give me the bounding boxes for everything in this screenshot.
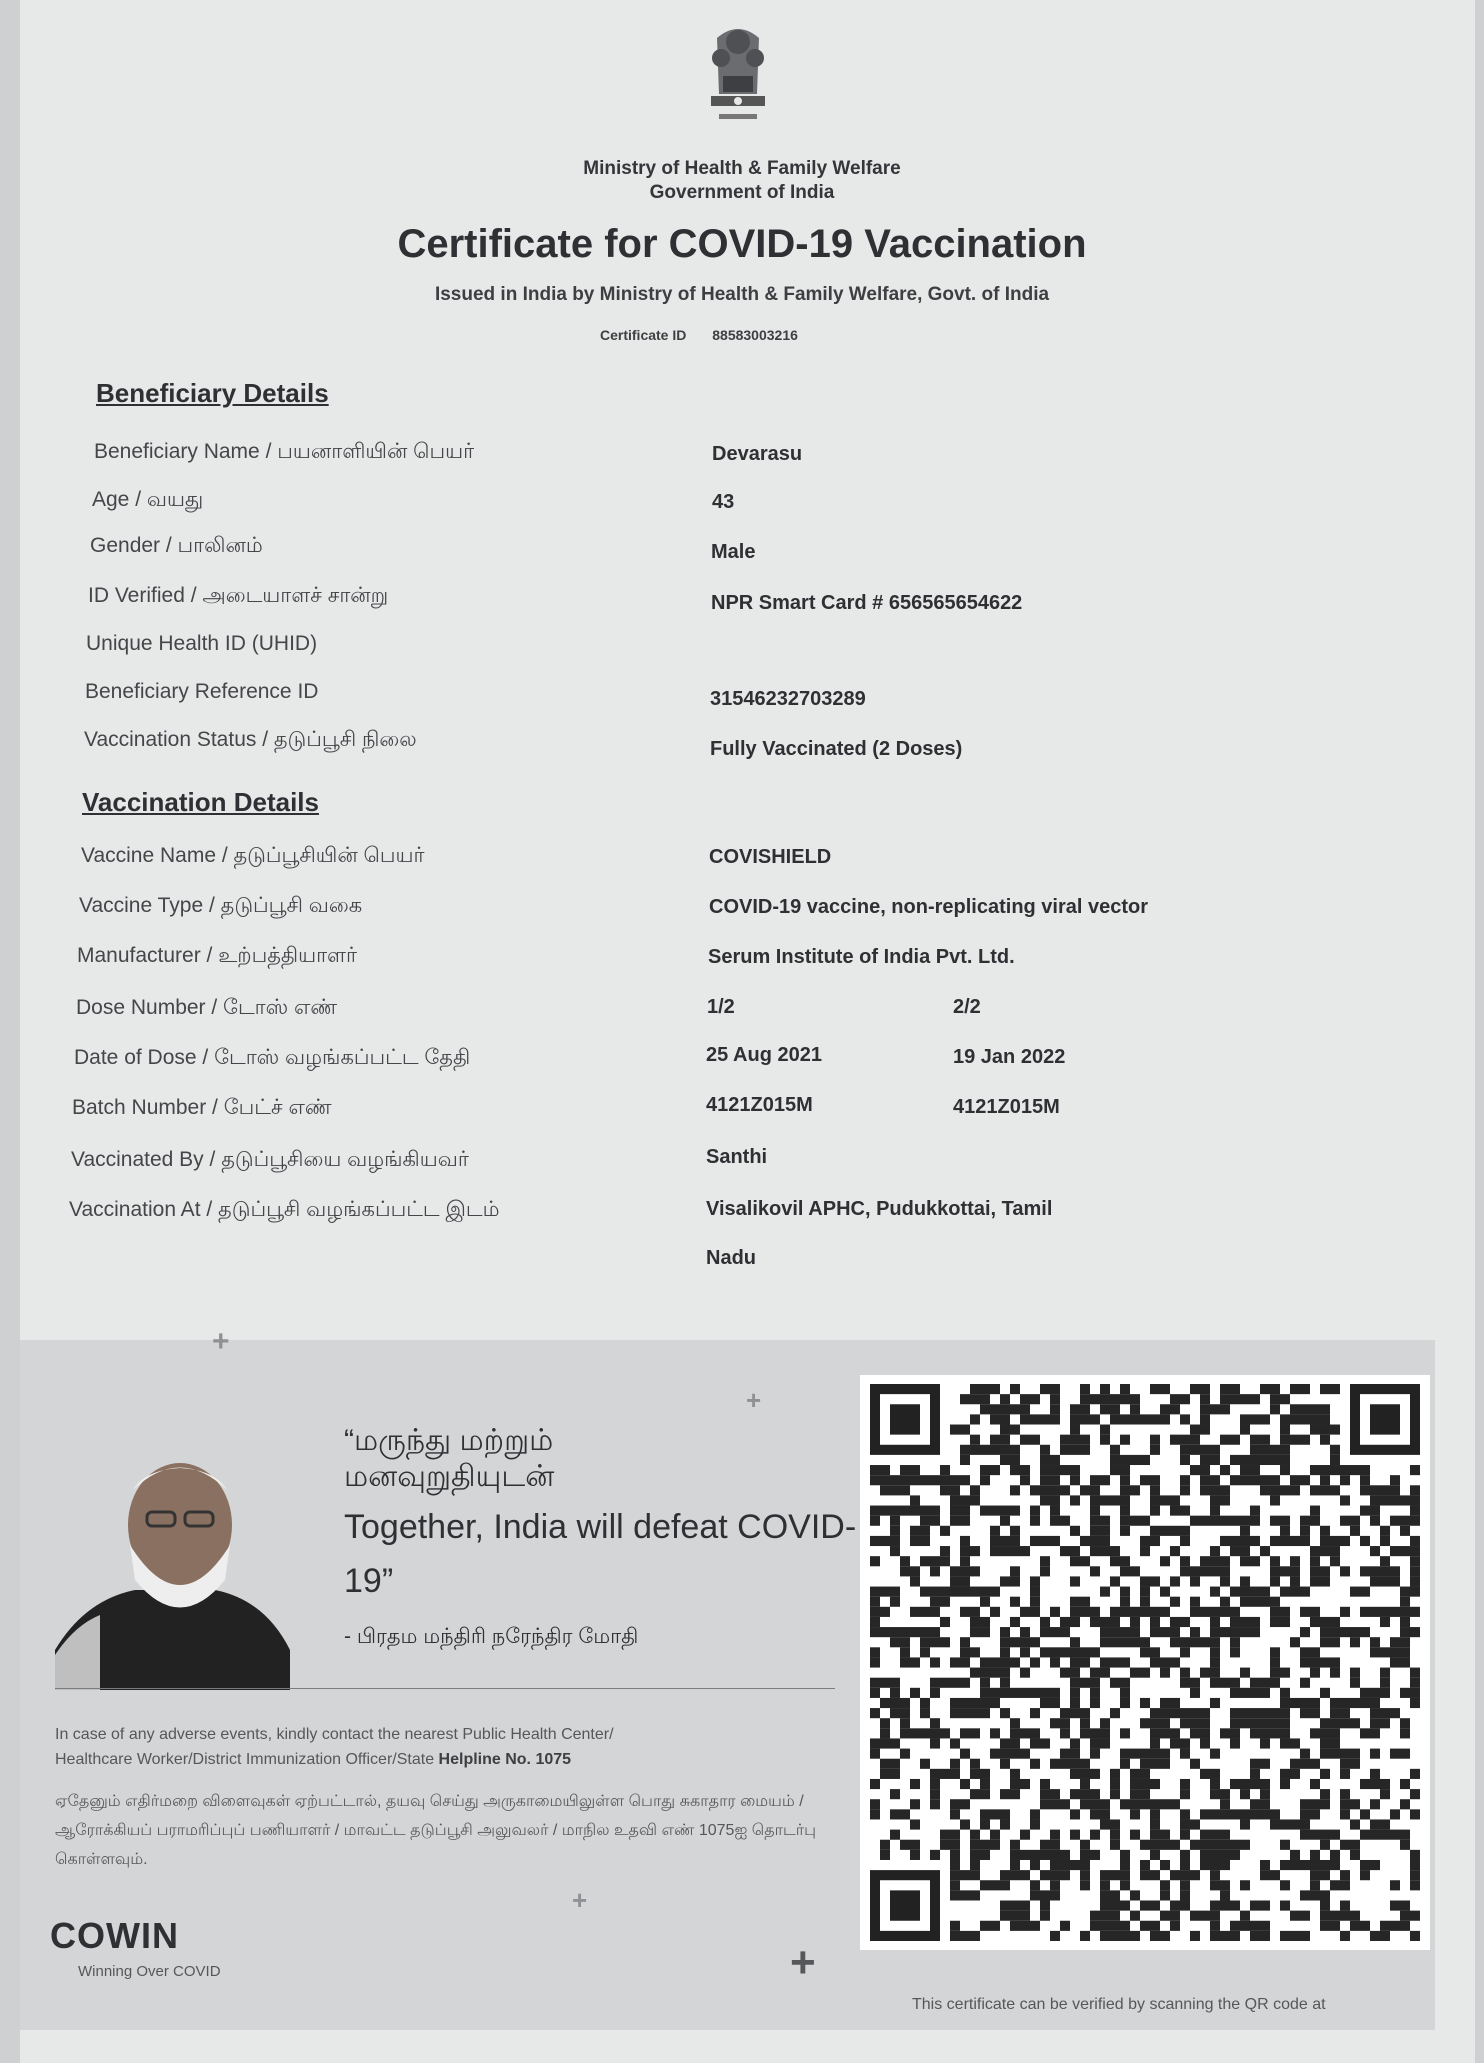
portrait-photo bbox=[55, 1450, 290, 1690]
qr-code bbox=[870, 1384, 1420, 1941]
name-value: Devarasu bbox=[712, 443, 803, 465]
adverse-en-line-2: Healthcare Worker/District Immunization Officer/State bbox=[55, 1751, 435, 1768]
cowin-logo: COWIN bbox=[50, 1915, 179, 1956]
quote-attribution: - பிரதம மந்திரி நரேந்திர மோதி bbox=[344, 1625, 639, 1648]
reference-id-value: 31546232703289 bbox=[710, 688, 866, 710]
vaccine-name-value: COVISHIELD bbox=[709, 846, 832, 868]
vaccinated-by-value: Santhi bbox=[706, 1146, 768, 1168]
age-value: 43 bbox=[712, 491, 735, 513]
vaccination-status-label: Vaccination Status / தடுப்பூசி நிலை bbox=[84, 728, 417, 751]
adverse-en-line-1: In case of any adverse events, kindly contact the nearest Public Health Center/ bbox=[55, 1726, 614, 1743]
certificate-id-label: Certificate ID bbox=[600, 327, 687, 343]
uhid-label: Unique Health ID (UHID) bbox=[86, 632, 318, 655]
batch-number-label: Batch Number / பேட்ச் எண் bbox=[72, 1096, 332, 1119]
plus-decoration-icon: + bbox=[746, 1385, 762, 1415]
ministry-line-2: Government of India bbox=[649, 182, 835, 203]
ministry-line-1: Ministry of Health & Family Welfare bbox=[583, 158, 901, 179]
quote-tamil-line-2: மனவுறுதியுடன் bbox=[344, 1460, 555, 1493]
dose-1-value: 1/2 bbox=[707, 996, 735, 1018]
quote-english: Together, India will defeat COVID-19” bbox=[344, 1508, 857, 1600]
adverse-events-tamil: ஏதேனும் எதிர்மறை விளைவுகள் ஏற்பட்டால், தயவு செய்து அருகாமையிலுள்ள பொது சுகாதார மையம் / ஆரோக்கியப் பராமரிப்புப் பணியாளர் / மாவட்ட தடுப்பூசி அலுவலர் / மாநில உதவி எண் 1075ஐ தொடர்பு கொள்ளவும். bbox=[55, 1793, 816, 1868]
page-title: Certificate for COVID-19 Vaccination bbox=[397, 222, 1087, 266]
vaccinated-by-label: Vaccinated By / தடுப்பூசியை வழங்கியவர் bbox=[71, 1148, 469, 1171]
certificate-id-value: 88583003216 bbox=[712, 327, 798, 343]
id-verified-value: NPR Smart Card # 656565654622 bbox=[711, 592, 1023, 614]
helpline-number: Helpline No. 1075 bbox=[438, 1751, 572, 1768]
vaccination-heading: Vaccination Details bbox=[82, 787, 319, 817]
plus-decoration-icon: + bbox=[572, 1885, 588, 1915]
adverse-events-english bbox=[55, 1722, 835, 1772]
manufacturer-value: Serum Institute of India Pvt. Ltd. bbox=[708, 946, 1015, 968]
ministry-name bbox=[0, 157, 1484, 205]
verification-note: This certificate can be verified by scanning the QR code at bbox=[912, 1996, 1326, 2013]
date-2-value: 19 Jan 2022 bbox=[953, 1046, 1066, 1068]
vaccine-type-label: Vaccine Type / தடுப்பூசி வகை bbox=[79, 894, 363, 917]
vaccination-at-line-1: Visalikovil APHC, Pudukkottai, Tamil bbox=[706, 1198, 1053, 1220]
plus-decoration-icon: + bbox=[212, 1325, 230, 1358]
national-emblem-icon bbox=[697, 18, 779, 136]
batch-1-value: 4121Z015M bbox=[706, 1094, 813, 1116]
plus-decoration-icon: + bbox=[790, 1938, 816, 1987]
quote-tamil bbox=[344, 1423, 554, 1495]
vaccination-at-label: Vaccination At / தடுப்பூசி வழங்கப்பட்ட இடம் bbox=[69, 1198, 500, 1221]
divider bbox=[55, 1688, 835, 1689]
beneficiary-heading: Beneficiary Details bbox=[96, 378, 329, 408]
vaccine-name-label: Vaccine Name / தடுப்பூசியின் பெயர் bbox=[81, 844, 425, 867]
cowin-tagline: Winning Over COVID bbox=[78, 1963, 221, 1980]
gender-value: Male bbox=[711, 541, 756, 563]
date-of-dose-label: Date of Dose / டோஸ் வழங்கப்பட்ட தேதி bbox=[74, 1046, 471, 1069]
batch-2-value: 4121Z015M bbox=[953, 1096, 1060, 1118]
id-verified-label: ID Verified / அடையாளச் சான்று bbox=[88, 584, 389, 607]
age-label: Age / வயது bbox=[92, 488, 204, 511]
issued-by: Issued in India by Ministry of Health & Family Welfare, Govt. of India bbox=[434, 284, 1050, 305]
certificate-id bbox=[600, 327, 820, 343]
dose-2-value: 2/2 bbox=[953, 996, 981, 1018]
vaccination-at-line-2: Nadu bbox=[706, 1247, 756, 1269]
manufacturer-label: Manufacturer / உற்பத்தியாளர் bbox=[77, 944, 357, 967]
quote-tamil-line-1: “மருந்து மற்றும் bbox=[344, 1424, 554, 1457]
reference-id-label: Beneficiary Reference ID bbox=[85, 680, 319, 703]
vaccine-type-value: COVID-19 vaccine, non-replicating viral vector bbox=[709, 896, 1149, 918]
date-1-value: 25 Aug 2021 bbox=[706, 1044, 822, 1066]
gender-label: Gender / பாலினம் bbox=[90, 534, 263, 557]
vaccination-status-value: Fully Vaccinated (2 Doses) bbox=[710, 738, 963, 760]
name-label: Beneficiary Name / பயனாளியின் பெயர் bbox=[94, 440, 475, 463]
dose-number-label: Dose Number / டோஸ் எண் bbox=[76, 996, 338, 1019]
